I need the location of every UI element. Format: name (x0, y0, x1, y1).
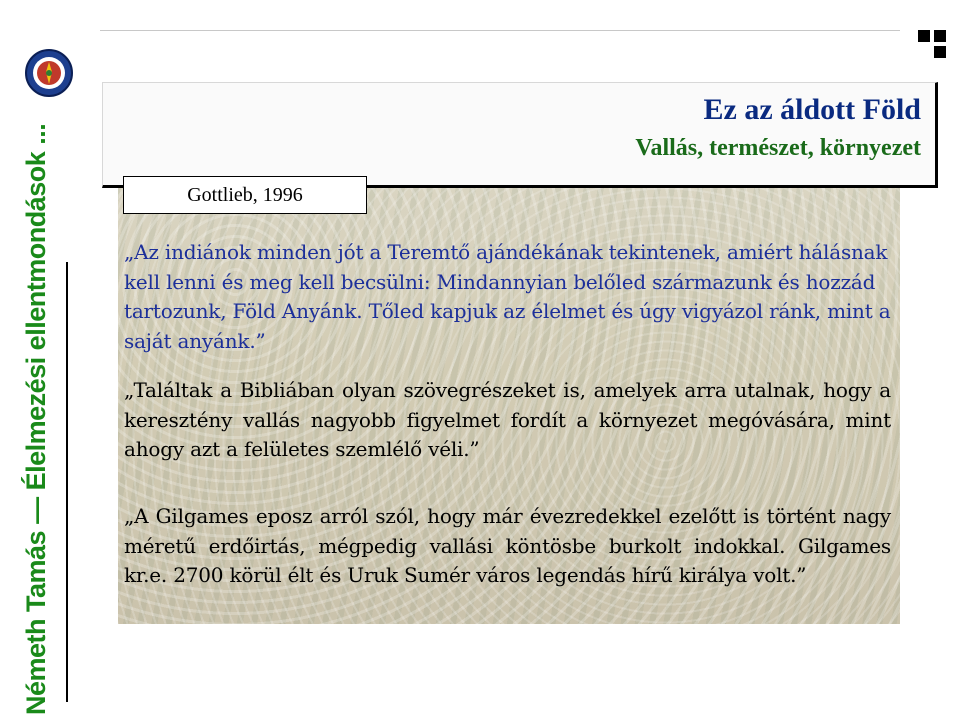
sidebar-author: Németh Tamás (21, 530, 51, 715)
slide-title: Ez az áldott Föld (703, 93, 921, 126)
sidebar-divider (66, 262, 68, 702)
quote-indians: „Az indiánok minden jót a Teremtő ajándékának tekintenek, amiért hálásnak kell lenni és meg kell becsülni: Mindannyian belőled származunk és hozzád tartozunk, Föld Anyánk. Tőled kapjuk az élelmet és úgy vigyázol ránk, mint a saját anyánk.” (124, 240, 891, 353)
sidebar-separator: — (21, 490, 51, 531)
quote-gilgamesh: „A Gilgames eposz arról szól, hogy már évezredekkel ezelőtt is történt nagy méretű erdőirtás, mégpedig vallási köntösbe burkolt indokkal. Gilgames kr.e. 2700 körül élt és Uruk Sumér város legendás hírű királya volt.” (124, 504, 891, 587)
source-citation: Gottlieb, 1996 (123, 176, 367, 214)
university-seal-icon (24, 48, 74, 98)
top-decor-line (100, 30, 900, 31)
title-box (102, 82, 938, 188)
quote-bible: „Találtak a Bibliában olyan szövegrészeket is, amelyek arra utalnak, hogy a keresztény vallás nagyobb figyelmet fordít a környezet megóvására, mint ahogy azt a felületes szemlélő véli.” (124, 378, 891, 461)
slide-subtitle: Vallás, természet, környezet (635, 135, 921, 161)
sidebar-topic: Élelmezési ellentmondások ... (21, 123, 51, 491)
sidebar-vertical-label (16, 123, 56, 715)
corner-squares-icon (912, 28, 952, 68)
